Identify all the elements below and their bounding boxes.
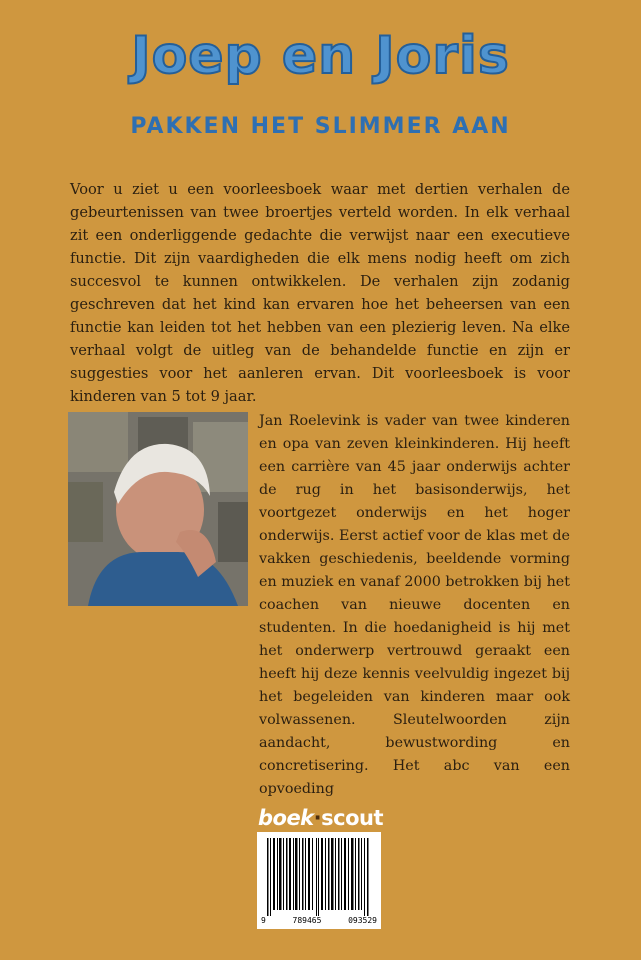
barcode-digit-prefix: 9 bbox=[261, 916, 266, 925]
publisher-logo-dot: · bbox=[313, 806, 322, 830]
barcode-digit-group-1: 789465 bbox=[292, 916, 322, 925]
intro-text: Voor u ziet u een voorleesboek waar met dertien verhalen de gebeurtenissen van twee broertjes verteld worden. In elk verhaal zit een onderliggende gedachte die verwijst naar een executieve functie. Dit zijn vaardigheden die elk mens nodig heeft om zich succesvol te kunnen ontwikkelen. De verhalen zijn zodanig geschreven dat het kind kan ervaren hoe het beheersen van een functie kan leiden tot het hebben van een plezierig leven. Na elke verhaal volgt de uitleg van de behandelde functie en zijn er suggesties voor het aanleren ervan. Dit voorleesboek is voor kinderen van 5 tot 9 jaar. bbox=[70, 181, 570, 405]
book-subtitle: PAKKEN HET SLIMMER AAN bbox=[130, 114, 511, 139]
author-photo bbox=[68, 412, 248, 606]
isbn-barcode bbox=[257, 832, 381, 929]
barcode-digits bbox=[257, 916, 381, 925]
book-title: Joep en Joris bbox=[131, 26, 510, 86]
publisher-logo bbox=[0, 806, 641, 830]
barcode-digit-group-2: 093529 bbox=[348, 916, 377, 925]
barcode-bars bbox=[257, 832, 381, 929]
publisher-logo-part1: boek bbox=[257, 806, 314, 830]
publisher-logo-part2: scout bbox=[321, 806, 384, 830]
author-bio: Jan Roelevink is vader van twee kinderen en opa van zeven kleinkinderen. Hij heeft een carrière van 45 jaar onderwijs achter de rug in het basisonderwijs, het voortgezet onderwijs en het hoger onderwijs. Eerst actief voor de klas met de vakken geschiedenis, beeldende vorming en muziek en vanaf 2000 betrokken bij het coachen van nieuwe docenten en studenten. In die hoedanigheid is hij met het onderwerp vertrouwd geraakt een heeft hij deze kennis veelvuldig ingezet bij het begeleiden van kinderen maar ook volwassenen. Sleutelwoorden zijn aandacht, bewustwording en concretisering. Het abc van een opvoeding bbox=[259, 413, 570, 797]
